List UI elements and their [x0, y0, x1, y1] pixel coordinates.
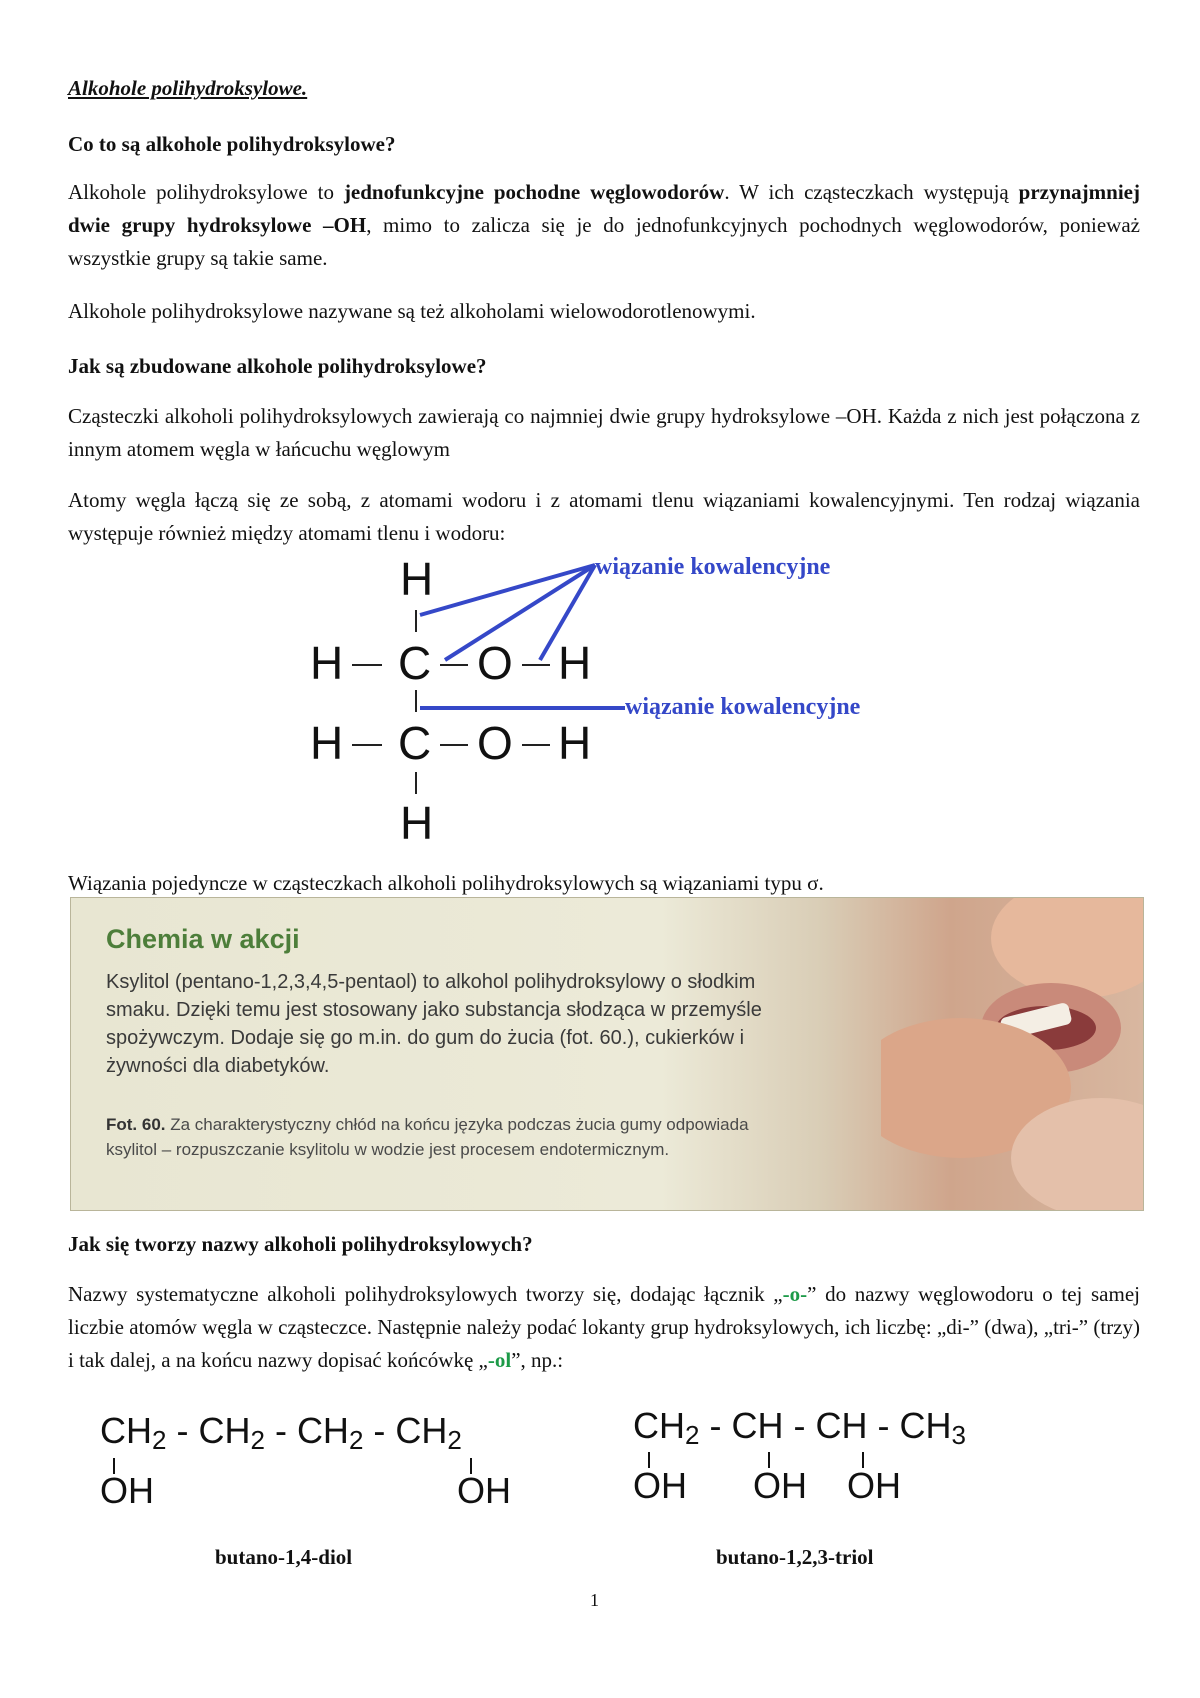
bond-label-top: wiązanie kowalencyjne	[595, 554, 831, 580]
atom-h: H	[310, 717, 344, 769]
formula-group: CH	[100, 1410, 152, 1451]
heading-what-are: Co to są alkohole polihydroksylowe?	[68, 132, 396, 156]
bond-label-middle: wiązanie kowalencyjne	[625, 694, 861, 720]
caption-text: Za charakterystyczny chłód na końcu języka podczas żucia gumy odpowiada ksylitol – rozpuszczanie ksylitolu w wodzie jest procesem endotermicznym.	[106, 1115, 749, 1159]
formula-oh: OH	[633, 1465, 687, 1506]
textbook-excerpt-box	[70, 897, 1144, 1211]
paragraph-synonym: Alkohole polihydroksylowe nazywane są też alkoholami wielowodorotlenowymi.	[68, 299, 756, 323]
text-run: . W ich cząsteczkach występują	[724, 180, 1019, 204]
atom-h: H	[310, 637, 344, 689]
subscript: 2	[152, 1425, 167, 1455]
compound-name-triol: butano-1,2,3-triol	[716, 1545, 874, 1569]
formula-oh: OH	[457, 1470, 511, 1511]
text-run: ”, np.:	[511, 1348, 564, 1372]
paragraph-structure: Cząsteczki alkoholi polihydroksylowych zawierają co najmniej dwie grupy hydroksylowe –OH. Każda z nich jest połączona z innym atomem węgla w łańcuchu węglowym	[68, 404, 1140, 461]
ethanediol-structure	[290, 553, 940, 855]
atom-h: H	[558, 717, 592, 769]
subscript: 3	[951, 1420, 966, 1450]
formula-group: CH	[731, 1405, 784, 1446]
separator: -	[783, 1405, 816, 1446]
photo-chewing-gum	[881, 898, 1143, 1210]
subscript: 2	[250, 1425, 265, 1455]
subscript: 2	[685, 1420, 700, 1450]
atom-o: O	[477, 637, 513, 689]
formula-butanediol	[100, 1410, 462, 1456]
box-title: Chemia w akcji	[106, 924, 300, 954]
paragraph-bonds: Atomy węgla łączą się ze sobą, z atomami wodoru i z atomami tlenu wiązaniami kowalencyjnymi. Ten rodzaj wiązania występuje również między atomami tlenu i wodoru:	[68, 488, 1140, 545]
subscript: 2	[447, 1425, 462, 1455]
atom-o: O	[477, 717, 513, 769]
heading-structure: Jak są zbudowane alkohole polihydroksylowe?	[68, 354, 487, 378]
text-run: , mimo to zalicza się je do jednofunkcyjnych pochodnych węglowodorów, ponieważ wszystkie grupy są takie same.	[68, 213, 1140, 270]
paragraph-sigma: Wiązania pojedyncze w cząsteczkach alkoholi polihydroksylowych są wiązaniami typu σ.	[68, 871, 824, 895]
text-run: ” do nazwy węglowodoru o tej samej liczbie atomów węgla w cząsteczce. Następnie należy podać lokanty grup hydroksylowych, ich liczbę: „di-” (dwa), „tri-” (trzy) i tak dalej, a na końcu nazwy dopisać końcówkę „	[68, 1282, 1140, 1372]
formula-butanetriol	[633, 1405, 966, 1451]
paragraph-definition	[68, 176, 1140, 275]
separator: -	[363, 1410, 396, 1451]
atom-c: C	[398, 717, 432, 769]
text-run: Alkohole polihydroksylowe to	[68, 180, 344, 204]
paragraph-naming	[68, 1278, 1140, 1377]
formula-oh: OH	[753, 1465, 807, 1506]
text-bold: jednofunkcyjne pochodne węglowodorów	[343, 180, 725, 204]
heading-naming: Jak się tworzy nazwy alkoholi polihydroksylowych?	[68, 1232, 533, 1256]
compound-name-diol: butano-1,4-diol	[215, 1545, 353, 1569]
formula-group: CH	[899, 1405, 952, 1446]
subscript: 2	[348, 1425, 364, 1455]
formula-oh: OH	[100, 1470, 154, 1511]
atom-h: H	[400, 553, 434, 605]
separator: -	[867, 1405, 900, 1446]
connector-o: -o-	[782, 1282, 808, 1306]
box-caption	[106, 1112, 796, 1162]
atom-c: C	[398, 637, 432, 689]
box-text: Ksylitol (pentano-1,2,3,4,5-pentaol) to alkohol polihydroksylowy o słodkim smaku. Dzięki temu jest stosowany jako substancja słodząca w przemyśle spożywczym. Dodaje się go m.in. do gum do żucia (fot. 60.), cukierków i żywności dla diabetyków.	[106, 971, 762, 1077]
document-title: Alkohole polihydroksylowe.	[68, 76, 308, 100]
formula-group: CH	[296, 1410, 349, 1451]
separator: -	[699, 1405, 732, 1446]
text-bold: przynajmniej dwie grupy hydroksylowe –OH	[68, 180, 1140, 237]
atom-h: H	[558, 637, 592, 689]
formula-group: CH	[815, 1405, 868, 1446]
formula-group: CH	[198, 1410, 251, 1451]
atom-h: H	[400, 797, 434, 849]
page-number: 1	[590, 1590, 599, 1610]
text-run: Nazwy systematyczne alkoholi polihydroksylowych tworzy się, dodając łącznik „	[68, 1282, 783, 1306]
separator: -	[264, 1410, 297, 1451]
suffix-ol: -ol	[487, 1348, 512, 1372]
caption-label: Fot. 60.	[106, 1115, 166, 1134]
formula-group: CH	[395, 1410, 448, 1451]
separator: -	[166, 1410, 199, 1451]
formula-oh: OH	[847, 1465, 901, 1506]
formula-group: CH	[633, 1405, 685, 1446]
